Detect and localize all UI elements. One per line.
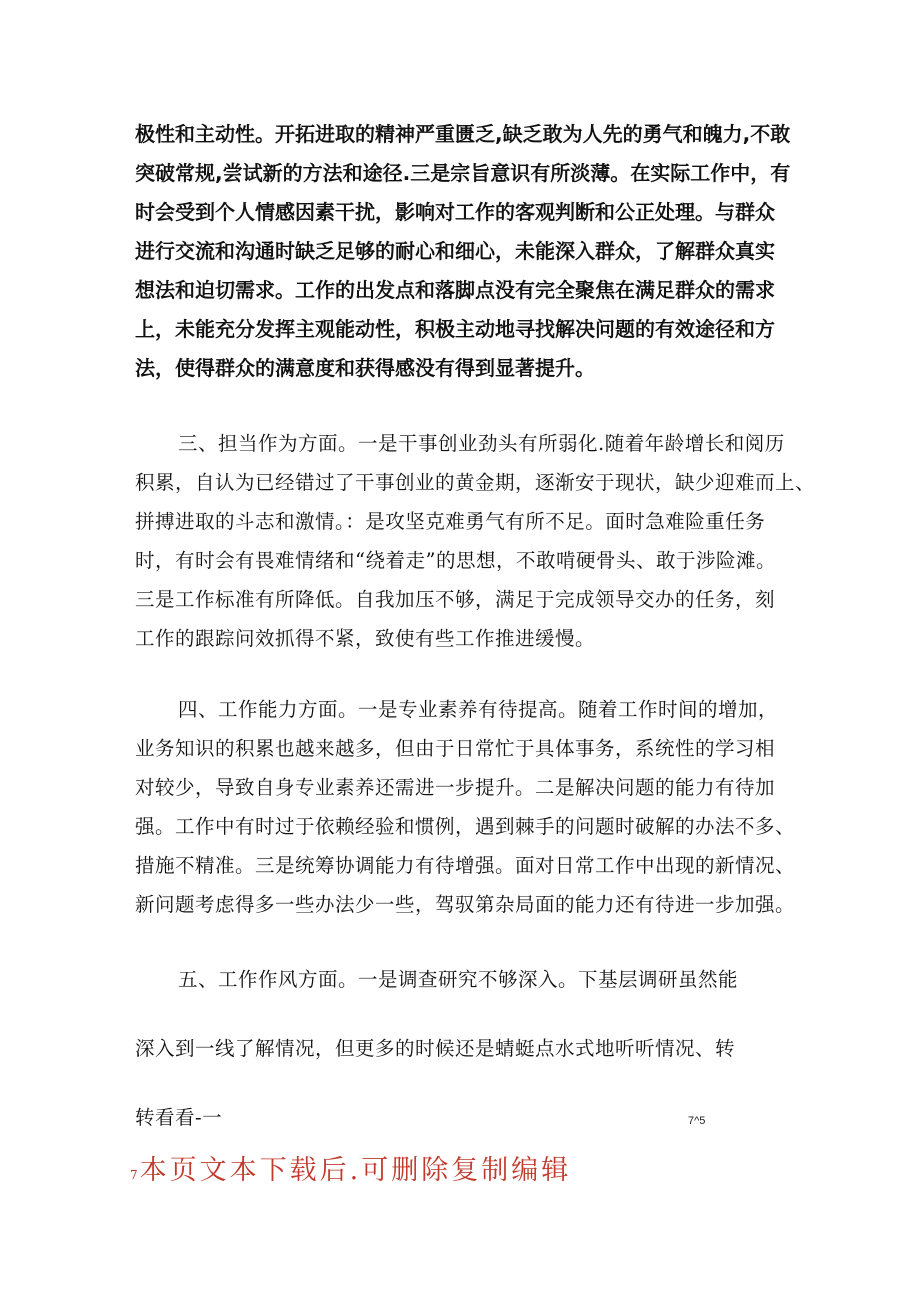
text-line: 三是工作标准有所降低。自我加压不够，满足于完成领导交办的任务，刻 — [135, 588, 776, 611]
watermark-prefix: 7 — [130, 1168, 138, 1182]
text-line: 时会受到个人情感因素干扰，影响对工作的客观判断和公正处理。与群众 — [135, 200, 775, 224]
watermark-text: 本页文本下载后.可删除复制编辑 — [139, 1155, 572, 1186]
text-line: 措施不精准。三是统筹协调能力有待增强。面对日常工作中出现的新情况、 — [135, 854, 796, 877]
text-line: 极性和主动性。开拓进取的精神严重匮乏,缺乏敢为人先的勇气和魄力,不敢 — [135, 122, 791, 146]
text-line: 业务知识的积累也越来越多，但由于日常忙于具体事务，系统性的学习相 — [135, 737, 776, 760]
text-line: 深入到一线了解情况，但更多的时候还是蜻蜓点水式地听听情况、转 — [135, 1037, 736, 1060]
text-line: 积累，自认为已经错过了干事创业的黄金期，逐渐安于现状，缺少迎难而上、 — [135, 471, 816, 494]
section-heading-line: 三、担当作为方面。一是干事创业劲头有所弱化.随着年龄增长和阅历 — [178, 432, 785, 455]
text-line: 对较少，导致自身专业素养还需进一步提升。二是解决问题的能力有待加 — [135, 776, 776, 799]
text-line: 工作的跟踪问效抓得不紧，致使有些工作推进缓慢。 — [135, 627, 596, 650]
download-notice-watermark — [130, 1148, 571, 1187]
text-line: 想法和迫切需求。工作的出发点和落脚点没有完全聚焦在满足群众的需求 — [135, 278, 775, 302]
page-marker: 7^5 — [688, 1115, 706, 1127]
section-heading-line: 四、工作能力方面。一是专业素养有待提高。随着工作时间的增加， — [178, 698, 779, 721]
text-line: 新问题考虑得多一些办法少一些，驾驭第杂局面的能力还有待进一步加强。 — [135, 893, 796, 916]
text-line: 强。工作中有时过于依赖经验和惯例，遇到棘手的问题时破解的办法不多、 — [135, 815, 796, 838]
text-line: 时，有时会有畏难情绪和“绕着走”的思想，不敢啃硬骨头、敢于涉险滩。 — [135, 549, 776, 572]
text-line: 进行交流和沟通时缺乏足够的耐心和细心，未能深入群众，了解群众真实 — [135, 239, 775, 263]
text-line: 突破常规,尝试新的方法和途径.三是宗旨意识有所淡薄。在实际工作中，有 — [135, 161, 791, 185]
text-line: 拼搏进取的斗志和激情。：是攻坚克难勇气有所不足。面时急难险重任务 — [135, 510, 766, 533]
section-heading-line: 五、工作作风方面。一是调查研究不够深入。下基层调研虽然能 — [178, 968, 739, 991]
text-line: 法，使得群众的满意度和获得感没有得到显著提升。 — [135, 356, 595, 380]
text-line: 上，未能充分发挥主观能动性，积极主动地寻找解决问题的有效途径和方 — [135, 317, 775, 341]
text-line: 转看看-一 — [135, 1106, 223, 1129]
